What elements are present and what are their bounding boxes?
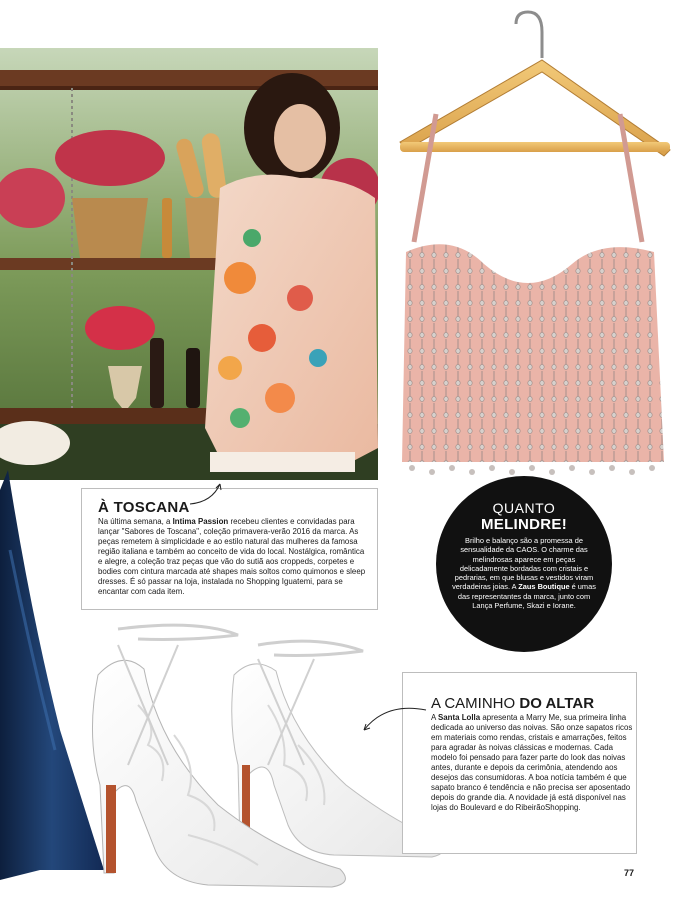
toscana-body-pre: Na última semana, a bbox=[98, 517, 173, 526]
toscana-pointer-arrow-icon bbox=[186, 480, 226, 510]
toscana-body bbox=[98, 517, 370, 597]
altar-pointer-arrow-icon bbox=[356, 700, 430, 740]
altar-body-post: apresenta a Marry Me, sua primeira linha dedicada ao universo das noivas. São onze sapatos ricos em materiais como rendas, cristais e amarrações, feitos para agradar às noivas clássicas e modernas. Cada modelo foi pensado para fazer parte do look das noivas antes, durante e depois da cerimônia, atendendo aos desejos das consumidoras. A boa notícia também é que sapato branco é tendência e não precisa ser aposentado depois do grande dia. A novidade já está disponível nas lojas do Boulevard e do RibeirãoShopping. bbox=[431, 713, 633, 812]
melindre-title-line1: QUANTO bbox=[492, 500, 556, 516]
toscana-article-box bbox=[81, 488, 378, 610]
altar-body-pre: A bbox=[431, 713, 439, 722]
altar-brand: Santa Lolla bbox=[438, 713, 481, 722]
altar-article-box bbox=[402, 672, 637, 854]
page-number: 77 bbox=[624, 868, 635, 878]
altar-title bbox=[431, 695, 594, 712]
garden-model-photo bbox=[0, 48, 378, 480]
altar-title-light: A CAMINHO bbox=[431, 695, 520, 712]
altar-body bbox=[431, 713, 633, 813]
toscana-body-post: recebeu clientes e convidadas para lançar "Sabores de Toscana", coleção primavera-verão 2016 da marca. As peças remetem à simplicidade e ao estilo natural das mulheres da famosa região italiana e também ao conceito de vida do local. Nostálgica, romântica e alegre, a coleção traz peças que vão do sutiã aos croppeds, corpetes e bodies com cintura marcada até shapes mais soltos como quimonos e sleep dresses. É só passar na loja, instalada no Shopping Iguatemi, para se encantar com cada item. bbox=[98, 517, 366, 596]
altar-title-bold: DO ALTAR bbox=[519, 695, 595, 712]
melindre-body-pre: Brilho e balanço são a promessa de sensualidade da CAOS. O charme das melindrosas aparece em peças delicadamente bordadas com cristais e pedrarias, em que blusas e vestidos viram verdadeiras joias. A bbox=[452, 536, 594, 592]
toscana-title: À TOSCANA bbox=[98, 499, 190, 516]
garden-scene-illustration bbox=[0, 48, 378, 480]
fringe-top-on-hanger-image bbox=[392, 2, 682, 480]
melindre-body bbox=[450, 536, 598, 610]
melindre-body-post: é umas das representantes da marca, junto com Lança Perfume, Skazi e Iorane. bbox=[457, 582, 596, 611]
toscana-brand: Intima Passion bbox=[172, 517, 229, 526]
melindre-brand: Zaus Boutique bbox=[518, 582, 570, 592]
melindre-title-line2: MELINDRE! bbox=[480, 516, 568, 533]
